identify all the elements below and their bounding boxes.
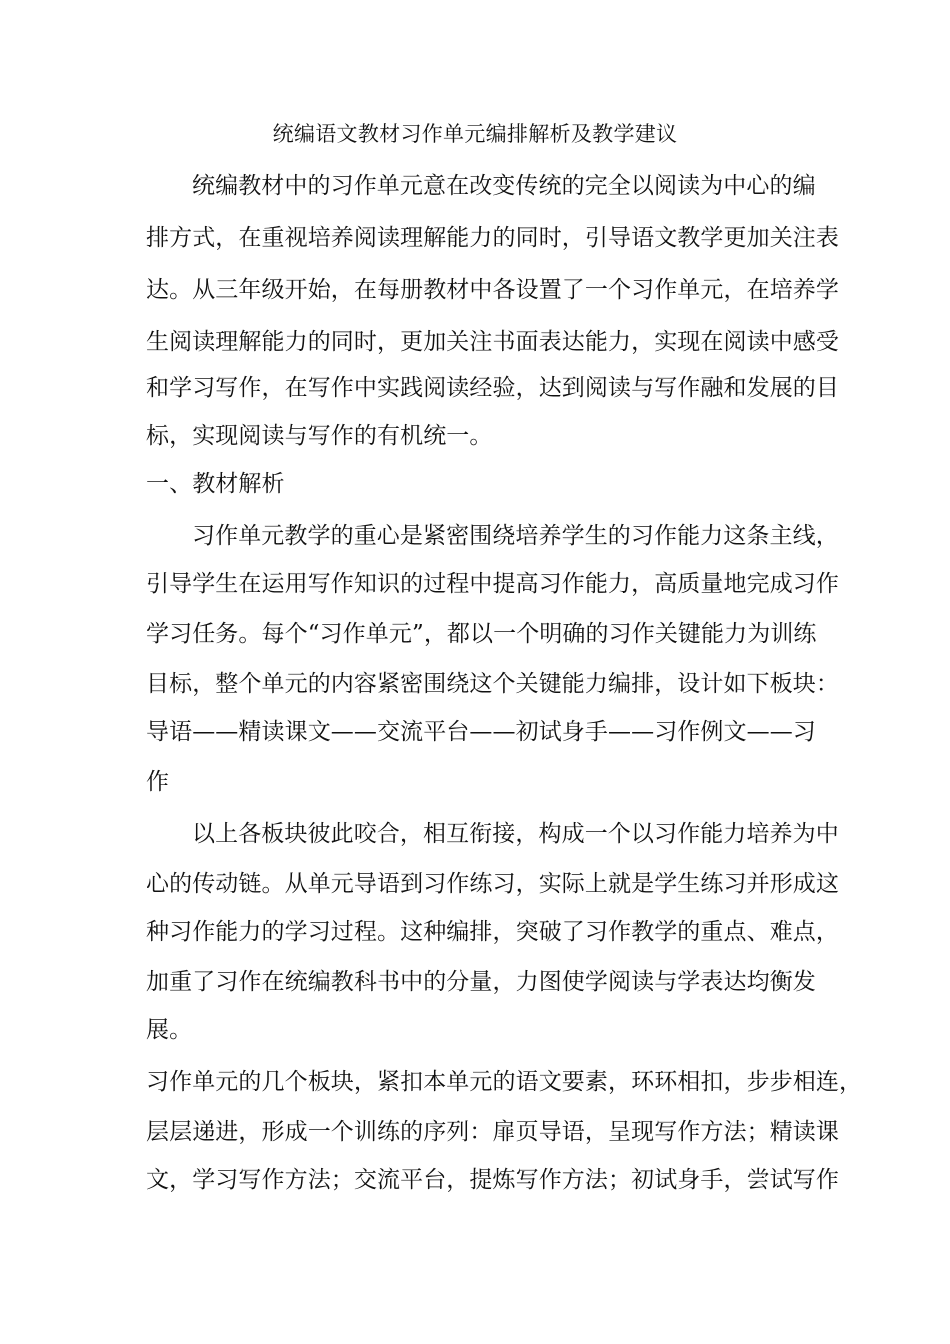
paragraph-line: 展。 bbox=[146, 1017, 193, 1043]
paragraph-line: 层层递进，形成一个训练的序列：扉页导语，呈现写作方法；精读课 bbox=[146, 1119, 839, 1145]
paragraph-line: 习作单元教学的重心是紧密围绕培养学生的习作能力这条主线， bbox=[192, 523, 839, 549]
paragraph-line: 生阅读理解能力的同时，更加关注书面表达能力，实现在阅读中感受 bbox=[146, 329, 839, 355]
paragraph-line: 习作单元的几个板块，紧扣本单元的语文要素，环环相扣，步步相连， bbox=[146, 1069, 863, 1095]
paragraph-line: 加重了习作在统编教科书中的分量，力图使学阅读与学表达均衡发 bbox=[146, 969, 816, 995]
paragraph-line: 心的传动链。从单元导语到习作练习，实际上就是学生练习并形成这 bbox=[146, 871, 839, 897]
paragraph-line: 学习任务。每个“习作单元”，都以一个明确的习作关键能力为训练 bbox=[146, 621, 817, 647]
section-heading: 一、教材解析 bbox=[146, 471, 285, 497]
paragraph-line: 和学习写作，在写作中实践阅读经验，达到阅读与写作融和发展的目 bbox=[146, 375, 839, 401]
paragraph-line: 达。从三年级开始，在每册教材中各设置了一个习作单元，在培养学 bbox=[146, 277, 839, 303]
paragraph-line: 标，实现阅读与写作的有机统一。 bbox=[146, 423, 493, 449]
paragraph-line: 种习作能力的学习过程。这种编排，突破了习作教学的重点、难点， bbox=[146, 919, 839, 945]
paragraph-line: 引导学生在运用写作知识的过程中提高习作能力，高质量地完成习作 bbox=[146, 571, 839, 597]
paragraph-line: 导语——精读课文——交流平台——初试身手——习作例文——习 bbox=[146, 719, 816, 745]
paragraph-line: 作 bbox=[146, 769, 170, 795]
paragraph-line: 目标，整个单元的内容紧密围绕这个关键能力编排，设计如下板块： bbox=[146, 671, 839, 697]
paragraph-line: 以上各板块彼此咬合，相互衔接，构成一个以习作能力培养为中 bbox=[192, 821, 839, 847]
paragraph-line: 排方式，在重视培养阅读理解能力的同时，引导语文教学更加关注表 bbox=[146, 225, 839, 251]
document-title: 统编语文教材习作单元编排解析及教学建议 bbox=[272, 122, 678, 146]
paragraph-line: 文，学习写作方法；交流平台，提炼写作方法；初试身手，尝试写作 bbox=[146, 1167, 839, 1193]
paragraph-line: 统编教材中的习作单元意在改变传统的完全以阅读为中心的编 bbox=[192, 173, 816, 199]
